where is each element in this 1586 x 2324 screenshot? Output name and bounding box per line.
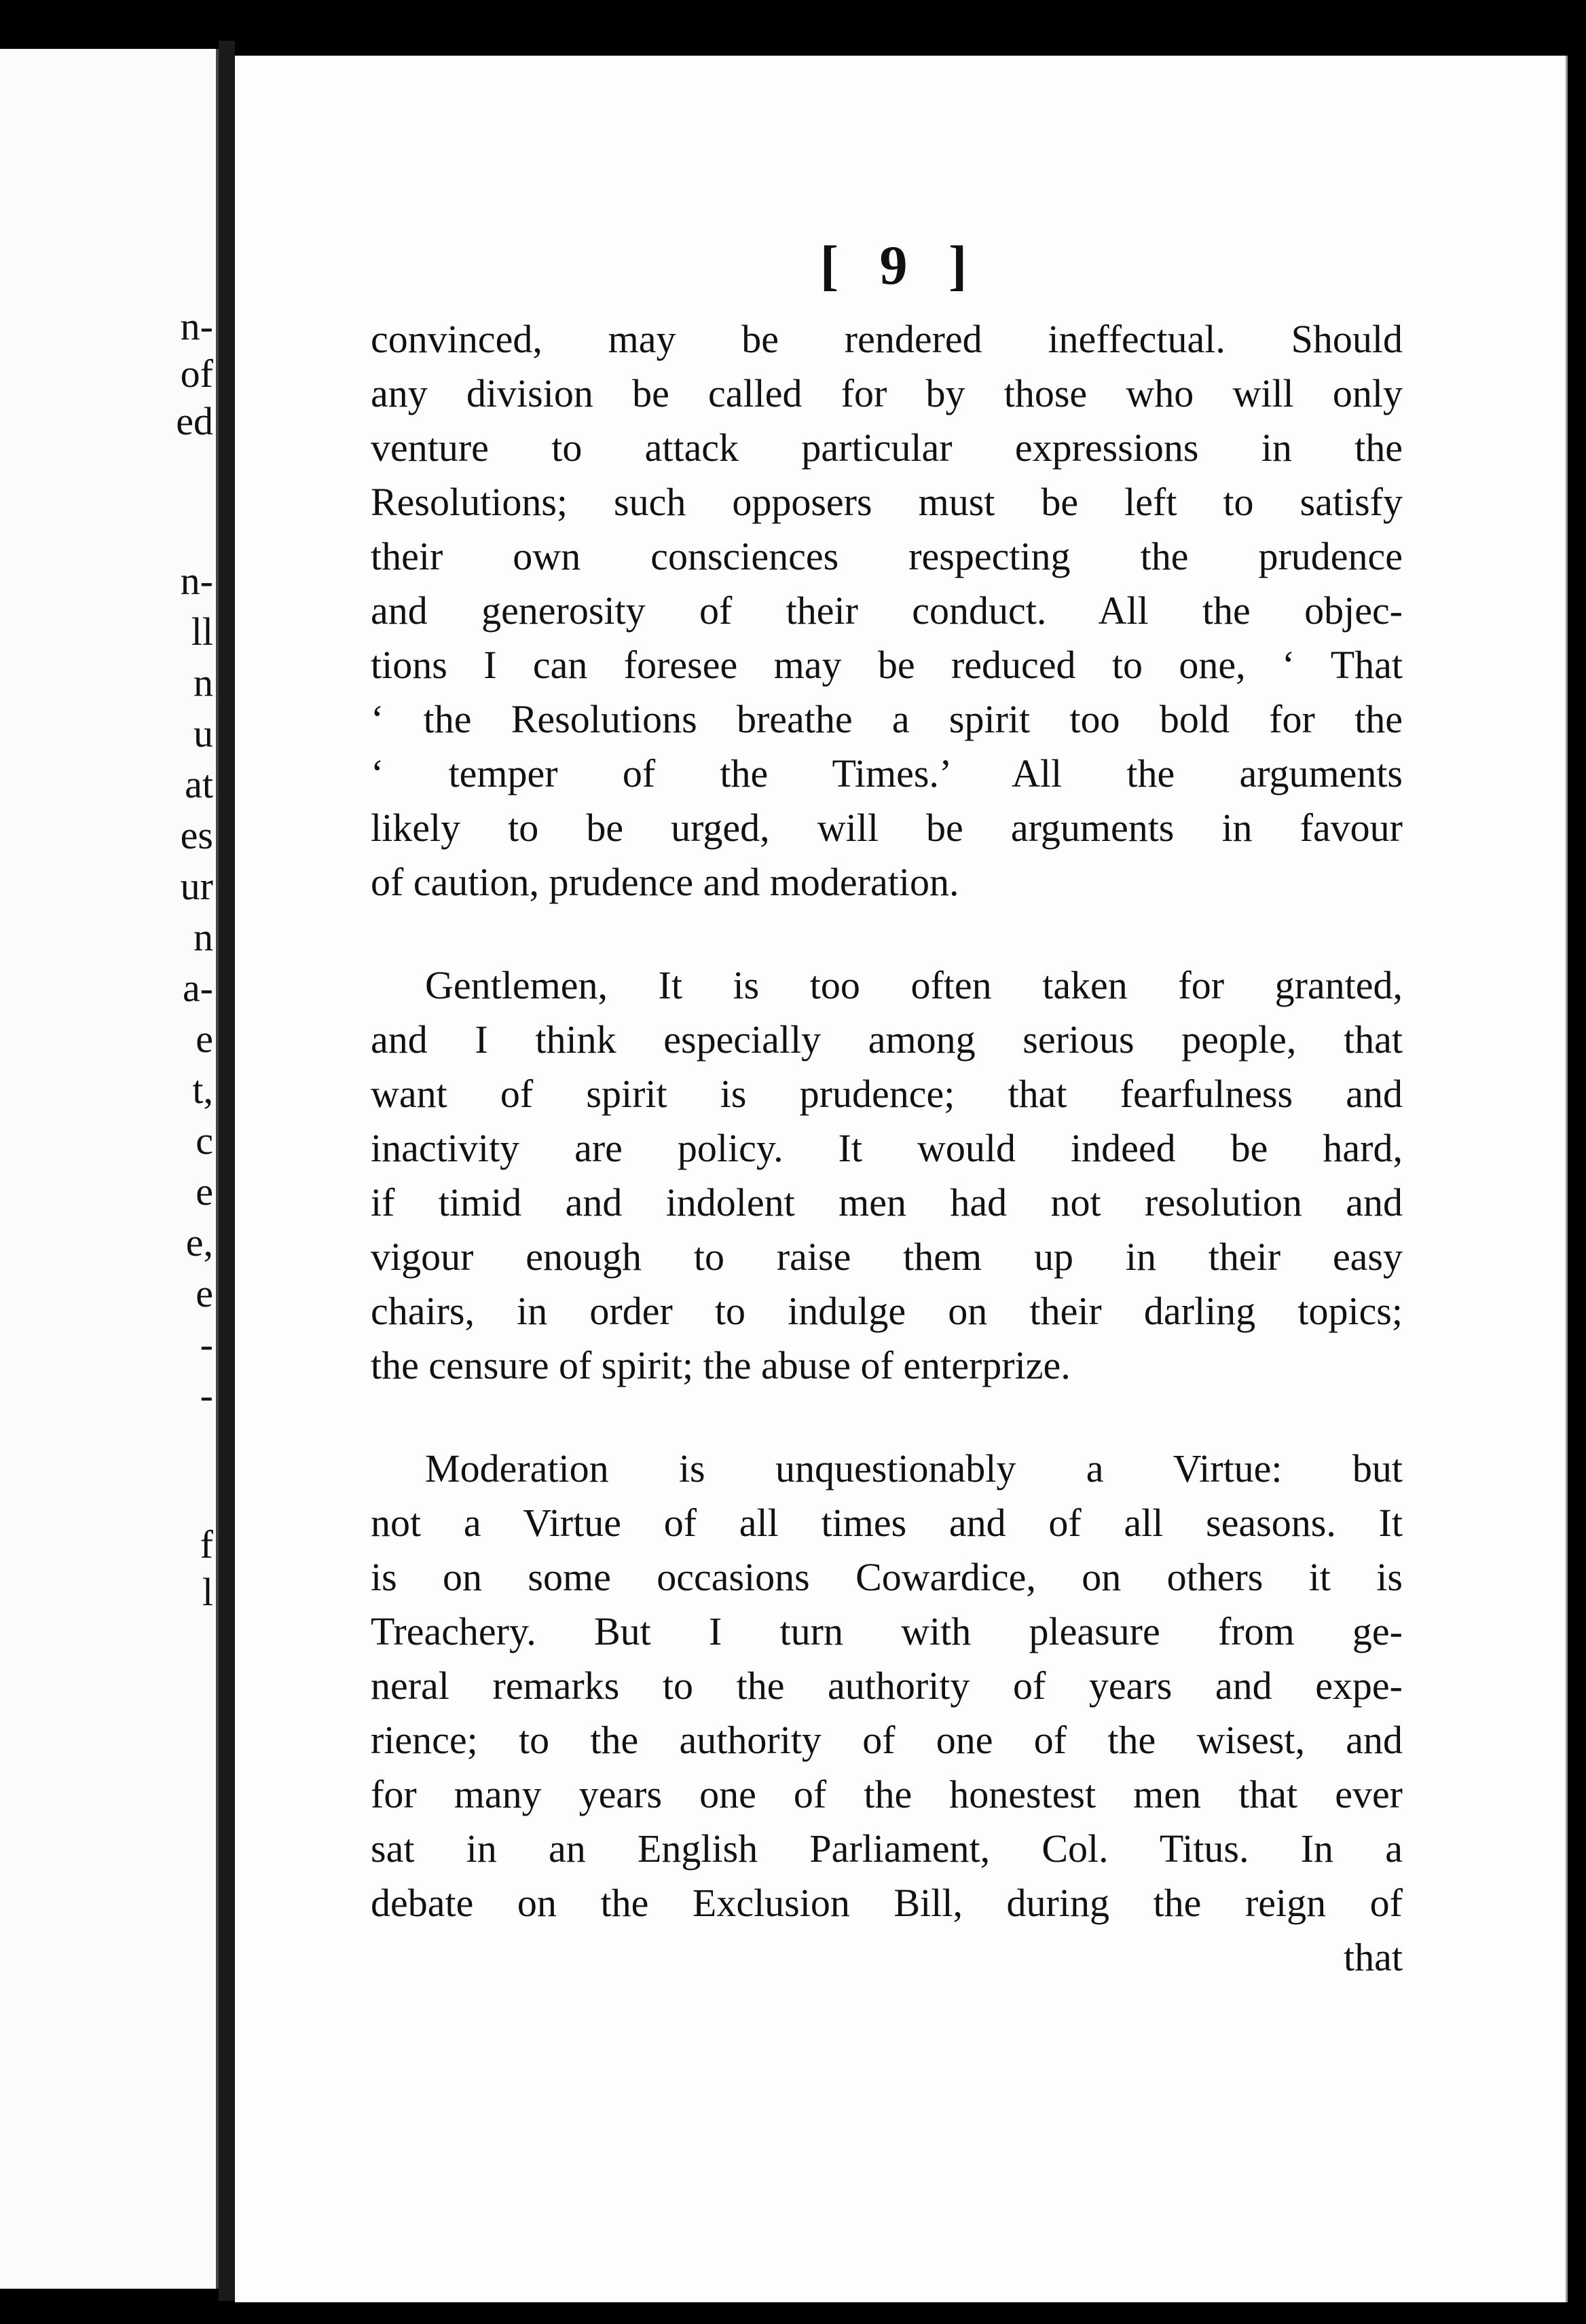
page-body bbox=[371, 312, 1403, 1985]
text-line: any division be called for by those who will only bbox=[371, 371, 1403, 415]
previous-page-fragment-text: ed bbox=[176, 399, 213, 443]
text-line: and generosity of their conduct. All the objec- bbox=[371, 588, 1403, 633]
previous-page-fragment-text: es bbox=[180, 813, 213, 857]
book-gutter bbox=[219, 41, 235, 2301]
text-line: chairs, in order to indulge on their darling topics; bbox=[371, 1289, 1403, 1333]
paragraph-2 bbox=[371, 958, 1403, 1393]
text-line: of caution, prudence and moderation. bbox=[371, 860, 959, 904]
text-line: is on some occasions Cowardice, on others it is bbox=[371, 1555, 1403, 1599]
text-line: Treachery. But I turn with pleasure from ge- bbox=[371, 1609, 1403, 1653]
paragraph-spacer bbox=[371, 910, 1403, 958]
text-line: vigour enough to raise them up in their easy bbox=[371, 1235, 1403, 1279]
previous-page-fragment-text: - bbox=[200, 1373, 213, 1417]
previous-page-fragment-text: - bbox=[200, 1322, 213, 1366]
text-line: and I think especially among serious people, that bbox=[371, 1017, 1403, 1062]
text-line: Resolutions; such opposers must be left to satisfy bbox=[371, 480, 1403, 524]
previous-page-fragment-text: e bbox=[196, 1271, 213, 1315]
text-line: their own consciences respecting the prudence bbox=[371, 534, 1403, 578]
previous-page-fragment-text: e, bbox=[185, 1220, 213, 1264]
text-line: ‘ temper of the Times.’ All the arguments bbox=[371, 751, 1403, 795]
text-line: neral remarks to the authority of years and expe- bbox=[371, 1664, 1403, 1708]
text-line: likely to be urged, will be arguments in favour bbox=[371, 806, 1403, 850]
text-line: not a Virtue of all times and of all seasons. It bbox=[371, 1501, 1403, 1545]
text-line: sat in an English Parliament, Col. Titus. In a bbox=[371, 1826, 1403, 1871]
previous-page-fragment-text: e bbox=[196, 1017, 213, 1061]
catchword: that bbox=[1344, 1935, 1403, 1979]
previous-page-fragment-text: c bbox=[196, 1119, 213, 1163]
text-line: rience; to the authority of one of the wisest, and bbox=[371, 1718, 1403, 1762]
text-line: venture to attack particular expressions in the bbox=[371, 426, 1403, 470]
previous-page-fragment-text: ur bbox=[180, 864, 213, 908]
text-line: the censure of spirit; the abuse of enterprize. bbox=[371, 1343, 1071, 1387]
text-line: for many years one of the honestest men that ever bbox=[371, 1772, 1403, 1816]
page-number: [ 9 ] bbox=[819, 234, 981, 296]
text-line: want of spirit is prudence; that fearfulness and bbox=[371, 1072, 1403, 1116]
previous-page-fragment-text: n bbox=[193, 915, 213, 959]
previous-page-fragment-text: n- bbox=[180, 304, 213, 348]
text-line: Moderation is unquestionably a Virtue: but bbox=[425, 1446, 1403, 1491]
paragraph-spacer bbox=[371, 1393, 1403, 1442]
previous-page-fragment-text: a- bbox=[182, 966, 213, 1010]
previous-page-fragment-text: t, bbox=[192, 1068, 213, 1112]
text-line: if timid and indolent men had not resolution and bbox=[371, 1180, 1403, 1224]
text-line: debate on the Exclusion Bill, during the reign of bbox=[371, 1881, 1403, 1925]
previous-page-fragment-text: at bbox=[185, 762, 213, 806]
paragraph-3 bbox=[371, 1442, 1403, 1930]
previous-page-text-fragments bbox=[0, 49, 216, 2289]
text-line: Gentlemen, It is too often taken for granted, bbox=[425, 963, 1403, 1007]
text-line: ‘ the Resolutions breathe a spirit too bold for the bbox=[371, 697, 1403, 741]
previous-page-fragment-text: u bbox=[193, 711, 213, 755]
paragraph-1 bbox=[371, 312, 1403, 910]
previous-page-fragment-text: l bbox=[202, 1570, 213, 1614]
previous-page-fragment-text: ll bbox=[191, 610, 213, 654]
previous-page-fragment-text: n bbox=[193, 660, 213, 705]
previous-page-fragment-text: e bbox=[196, 1169, 213, 1214]
previous-page-fragment-text: n- bbox=[180, 559, 213, 603]
previous-page-fragment-text: of bbox=[180, 352, 213, 396]
previous-page-fragment bbox=[0, 49, 219, 2289]
book-page bbox=[235, 56, 1568, 2302]
text-line: tions I can foresee may be reduced to one, ‘ That bbox=[371, 643, 1403, 687]
previous-page-fragment-text: f bbox=[200, 1522, 213, 1567]
text-line: convinced, may be rendered ineffectual. Should bbox=[371, 317, 1403, 361]
text-line: inactivity are policy. It would indeed be hard, bbox=[371, 1126, 1403, 1170]
